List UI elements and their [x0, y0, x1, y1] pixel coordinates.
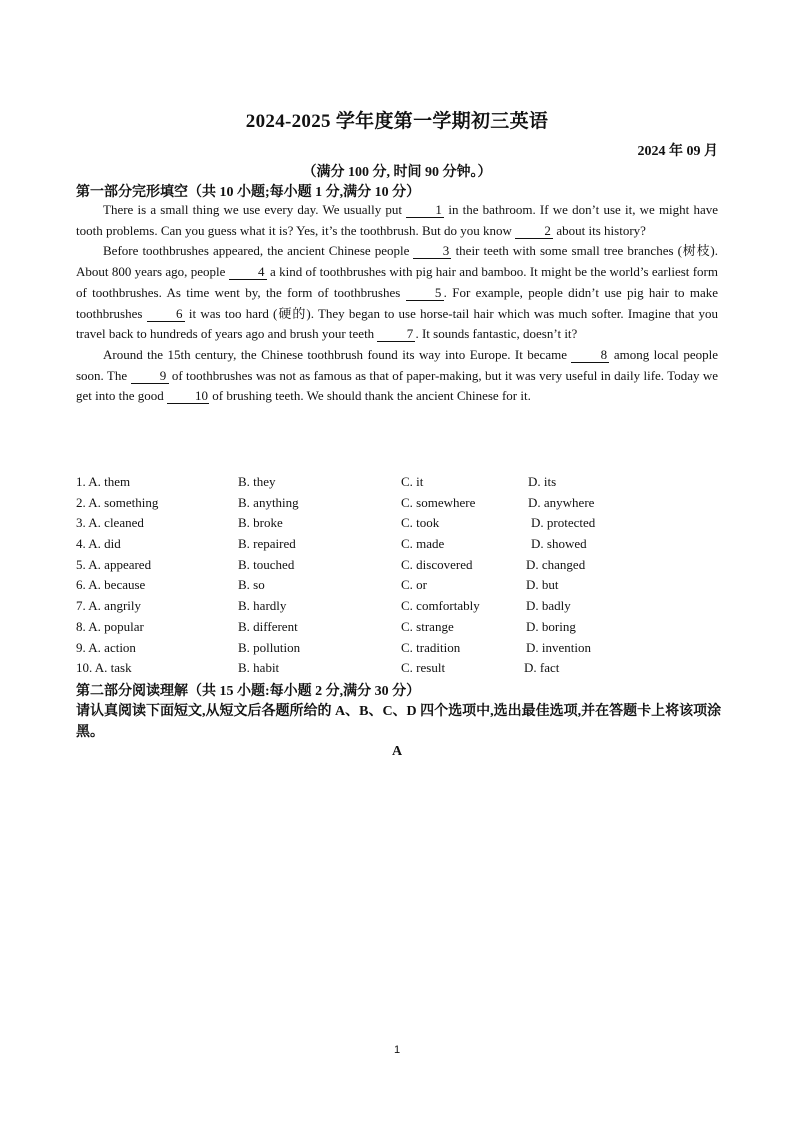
passage-paragraph-3 — [76, 345, 718, 407]
option-a: 2. A. something — [76, 494, 159, 510]
passage-text: of toothbrushes was not as famous as that of paper-making, but it was very useful in daily life. Today we get into the good — [76, 367, 718, 404]
option-c: C. or — [401, 577, 427, 593]
option-row-10 — [76, 658, 716, 679]
option-row-3 — [76, 513, 716, 534]
option-a: 8. A. popular — [76, 618, 144, 634]
option-b: B. broke — [238, 515, 283, 531]
option-d: D. its — [528, 474, 557, 489]
option-row-4 — [76, 534, 716, 555]
exam-title: 2024-2025 学年度第一学期初三英语 — [245, 111, 549, 132]
option-c: C. made — [401, 536, 445, 552]
passage-text: Around the 15th century, the Chinese toothbrush found its way into Europe. It became — [103, 346, 572, 362]
option-a: 9. A. action — [76, 639, 136, 655]
passage-text: . It sounds fantastic, doesn’t it? — [415, 326, 578, 342]
cloze-passage — [76, 200, 718, 407]
cloze-options — [76, 472, 716, 679]
blank-4: 4 — [229, 265, 267, 280]
blank-10: 10 — [167, 389, 209, 404]
option-b: B. they — [238, 474, 276, 489]
blank-6: 6 — [147, 307, 185, 322]
exam-subtitle: （满分 100 分, 时间 90 分钟。） — [302, 165, 492, 180]
option-row-7 — [76, 596, 716, 617]
option-b: B. repaired — [238, 536, 296, 552]
option-c: C. took — [401, 515, 440, 531]
option-row-1 — [76, 472, 716, 493]
option-d: D. boring — [526, 618, 576, 634]
passage-label: A — [391, 744, 403, 759]
blank-9: 9 — [131, 369, 169, 384]
option-d: D. anywhere — [528, 494, 595, 510]
option-b: B. touched — [238, 556, 295, 572]
option-row-5 — [76, 555, 716, 576]
option-row-2 — [76, 493, 716, 514]
exam-date: 2024 年 09 月 — [637, 144, 718, 159]
option-b: B. habit — [238, 660, 280, 676]
option-b: B. so — [238, 577, 265, 593]
passage-text: a kind of toothbrushes with pig hair and bamboo. It might be the world’s earliest form of toothbrushes. As time went by, the form of toothbrushes — [76, 264, 718, 300]
option-d: D. protected — [531, 515, 596, 531]
part2-heading: 第二部分阅读理解（共 15 小题:每小题 2 分,满分 30 分） — [76, 684, 421, 699]
option-c: C. comfortably — [401, 598, 480, 614]
option-c: C. discovered — [401, 556, 473, 572]
part2-instruction: 请认真阅读下面短文,从短文后各题所给的 A、B、C、D 四个选项中,选出最佳选项,并在答题卡上将该项涂黑。 — [76, 704, 722, 740]
option-c: C. result — [401, 660, 446, 676]
passage-text: . For example, people didn’t use pig hair to make toothbrushes — [76, 284, 719, 321]
part1-heading: 第一部分完形填空（共 10 小题;每小题 1 分,满分 10 分） — [76, 185, 421, 200]
option-a: 3. A. cleaned — [76, 515, 144, 531]
option-d: D. fact — [524, 660, 560, 676]
option-c: C. strange — [401, 618, 454, 634]
option-d: D. badly — [526, 598, 571, 614]
blank-1: 1 — [406, 203, 444, 218]
option-row-9 — [76, 638, 716, 659]
option-a: 5. A. appeared — [76, 556, 152, 572]
option-a: 4. A. did — [76, 536, 121, 552]
blank-3: 3 — [413, 244, 451, 259]
option-d: D. but — [526, 577, 559, 593]
option-d: D. showed — [531, 536, 587, 552]
passage-text: their teeth with some small tree branches (树枝). About 800 years ago, people — [76, 243, 718, 280]
page-number: 1 — [393, 1044, 401, 1056]
blank-2: 2 — [515, 224, 553, 239]
option-c: C. somewhere — [401, 494, 476, 510]
option-row-6 — [76, 575, 716, 596]
passage-text: it was too hard (硬的). They began to use horse-tail hair which was much softer. Imagine that you travel back to hundreds of years ago and brush your teeth — [76, 305, 718, 342]
passage-text: about its history? — [553, 222, 646, 238]
option-b: B. anything — [238, 494, 299, 510]
option-d: D. changed — [526, 556, 586, 572]
blank-8: 8 — [571, 348, 609, 363]
passage-text: of brushing teeth. We should thank the ancient Chinese for it. — [209, 388, 531, 404]
passage-text: There is a small thing we use every day. We usually put — [103, 202, 407, 217]
option-c: C. it — [401, 474, 424, 489]
option-a: 1. A. them — [76, 474, 131, 489]
passage-paragraph-2 — [76, 241, 718, 345]
passage-paragraph-1 — [76, 200, 718, 241]
option-a: 6. A. because — [76, 577, 146, 593]
option-a: 10. A. task — [76, 660, 132, 676]
option-b: B. pollution — [238, 639, 301, 655]
blank-7: 7 — [377, 327, 415, 342]
option-d: D. invention — [526, 639, 591, 655]
option-b: B. hardly — [238, 598, 287, 614]
option-b: B. different — [238, 618, 298, 634]
blank-5: 5 — [406, 286, 444, 301]
passage-text: among local people soon. The — [76, 346, 718, 383]
passage-text: in the bathroom. If we don’t use it, we might have tooth problems. Can you guess what it is? Yes, it’s the toothbrush. But do you know — [76, 202, 718, 238]
option-row-8 — [76, 617, 716, 638]
option-c: C. tradition — [401, 639, 461, 655]
passage-text: Before toothbrushes appeared, the ancient Chinese people — [103, 243, 414, 259]
option-a: 7. A. angrily — [76, 598, 141, 614]
